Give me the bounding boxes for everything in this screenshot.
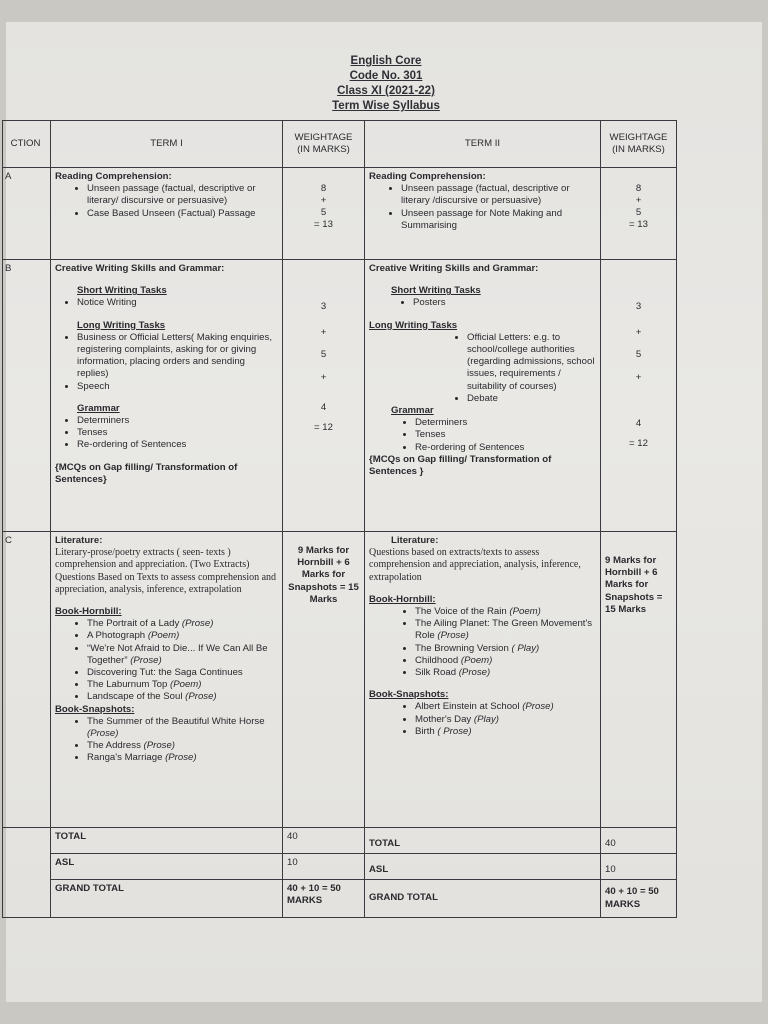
list-item: • Unseen passage (factual, descriptive or literary/ discursive or persuasive) — [87, 183, 278, 207]
chapter-name: Landscape of the Soul — [87, 691, 183, 703]
mark-value: + — [635, 195, 642, 206]
chapter-name: The Address — [87, 740, 141, 752]
mark-value: = 13 — [629, 219, 648, 230]
chapter-name: Birth — [415, 725, 435, 737]
book-hornbill-heading: Book-Hornbill: — [55, 606, 122, 618]
chapter-name: The Ailing Planet: The Green Movement's Role — [415, 618, 593, 642]
total-label-term1: TOTAL — [51, 828, 283, 854]
list-item: • Posters — [413, 297, 596, 309]
chapter-item — [415, 606, 596, 618]
mark-value: 5 — [635, 207, 642, 218]
mark-value: 5 — [320, 349, 327, 361]
mark-value: = 12 — [629, 438, 648, 450]
chapter-type: (Prose) — [434, 630, 469, 642]
chapter-type: ( Prose) — [434, 725, 472, 737]
table-header-row — [3, 121, 677, 168]
list-item: • Business or Official Letters( Making enquiries, registering complaints, asking for or giving information, placing orders and sending replies) — [77, 332, 278, 381]
chapter-item — [87, 630, 278, 642]
asl-label-term2: ASL — [365, 854, 601, 880]
mark-value: 4 — [635, 417, 642, 429]
row-c-term1 — [51, 532, 283, 828]
total-value-term1: 40 — [283, 828, 365, 854]
literature-marks: 9 Marks for Hornbill + 6 Marks for Snapshots = 15 Marks — [605, 555, 663, 615]
literature-description: Questions Based on Texts to assess comprehension and appreciation, analysis, inference, extrapolation — [55, 571, 277, 595]
weightage2-header: WEIGHTAGE (IN MARKS) — [601, 121, 677, 168]
long-writing-heading: Long Writing Tasks — [369, 319, 458, 331]
chapter-name: The Voice of the Rain — [415, 606, 507, 618]
row-c-term2 — [365, 532, 601, 828]
chapter-name: Discovering Tut: the Saga Continues — [87, 667, 243, 679]
section-c-label: C — [3, 532, 51, 828]
syllabus-title: Term Wise Syllabus — [332, 100, 440, 112]
chapter-type: (Prose) — [182, 691, 217, 703]
creative-writing-title: Creative Writing Skills and Grammar: — [369, 263, 539, 274]
chapter-type: (Prose) — [456, 667, 491, 679]
list-item: • Debate — [467, 393, 596, 405]
mcq-note: {MCQs on Gap filling/ Transformation of Sentences} — [55, 461, 238, 485]
mark-value: = 12 — [314, 422, 333, 434]
row-b-term1 — [51, 260, 283, 532]
mark-value: 3 — [320, 301, 327, 312]
chapter-item — [87, 643, 278, 667]
chapter-item — [87, 716, 278, 740]
chapter-item — [87, 667, 278, 679]
asl-value-term2: 10 — [601, 854, 677, 880]
mark-value: + — [635, 371, 642, 383]
chapter-type: (Prose) — [127, 654, 162, 666]
literature-description: Literary-prose/poetry extracts ( seen- texts ) comprehension and appreciation. (Two Extracts) — [55, 547, 250, 571]
table-row — [3, 168, 677, 260]
chapter-type: (Prose) — [140, 740, 175, 752]
chapter-name: Albert Einstein at School — [415, 701, 520, 713]
chapter-name: The Summer of the Beautiful White Horse — [87, 715, 265, 727]
section-empty-cell — [3, 828, 51, 918]
mark-value: 4 — [320, 401, 327, 413]
chapter-item — [87, 691, 278, 703]
chapter-item — [415, 655, 596, 667]
row-b-weightage1 — [283, 260, 365, 532]
list-item: • Re-ordering of Sentences — [77, 439, 278, 451]
chapter-name: A Photograph — [87, 630, 146, 642]
document-heading — [306, 54, 466, 114]
literature-title: Literature: — [55, 535, 103, 546]
mark-value: 3 — [635, 301, 642, 312]
mark-value: 5 — [320, 207, 327, 218]
short-writing-heading: Short Writing Tasks — [391, 285, 481, 297]
chapter-type: (Prose) — [179, 618, 214, 630]
list-item: • Determiners — [77, 415, 278, 427]
mcq-note: {MCQs on Gap filling/ Transformation of Sentences } — [369, 453, 552, 478]
chapter-item — [87, 618, 278, 630]
chapter-name: Mother's Day — [415, 713, 472, 725]
chapter-type: (Poem) — [167, 679, 202, 691]
list-item: • Case Based Unseen (Factual) Passage — [87, 208, 278, 220]
row-b-term2 — [365, 260, 601, 532]
row-c-weightage1 — [283, 532, 365, 828]
chapter-type: (Prose) — [162, 752, 197, 764]
literature-description: Questions based on extracts/texts to assess comprehension and appreciation, analysis, inference, extrapolation — [369, 547, 581, 583]
subject-title: English Core — [350, 55, 422, 67]
section-b-label: B — [3, 260, 51, 532]
reading-comprehension-title: Reading Comprehension: — [369, 171, 486, 182]
grammar-heading: Grammar — [391, 405, 434, 417]
chapter-item — [415, 643, 596, 655]
table-row — [3, 532, 677, 828]
table-row — [3, 854, 677, 880]
chapter-item — [87, 740, 278, 752]
row-a-term2 — [365, 168, 601, 260]
chapter-name: The Browning Version — [415, 642, 509, 654]
chapter-item — [415, 726, 596, 738]
grand-total-value-term1: 40 + 10 = 50 MARKS — [283, 880, 365, 918]
weightage1-header: WEIGHTAGE (IN MARKS) — [283, 121, 365, 168]
chapter-item — [87, 679, 278, 691]
chapter-name: Ranga's Marriage — [87, 752, 163, 764]
reading-comprehension-title: Reading Comprehension: — [55, 171, 172, 182]
total-label-term2: TOTAL — [365, 828, 601, 854]
row-a-term1 — [51, 168, 283, 260]
chapter-item — [415, 667, 596, 679]
subject-code: Code No. 301 — [349, 70, 423, 82]
chapter-item — [415, 701, 596, 713]
chapter-item — [415, 618, 596, 642]
mark-value: 8 — [635, 183, 642, 194]
chapter-type: (Poem) — [506, 606, 541, 618]
total-value-term2: 40 — [601, 828, 677, 854]
grand-total-label-term1: GRAND TOTAL — [51, 880, 283, 918]
row-c-weightage2 — [601, 532, 677, 828]
creative-writing-title: Creative Writing Skills and Grammar: — [55, 263, 225, 274]
table-row — [3, 880, 677, 918]
table-row — [3, 260, 677, 532]
chapter-type: (Poem) — [458, 654, 493, 666]
chapter-type: (Poem) — [145, 630, 180, 642]
list-item: • Re-ordering of Sentences — [415, 442, 596, 454]
chapter-type: (Prose) — [519, 701, 554, 713]
chapter-name: The Portrait of a Lady — [87, 618, 180, 630]
row-a-weightage1 — [283, 168, 365, 260]
list-item: • Unseen passage for Note Making and Summarising — [401, 208, 596, 232]
mark-value: + — [635, 327, 642, 339]
chapter-name: “We're Not Afraid to Die... If We Can All Be Together” — [87, 642, 268, 666]
table-row — [3, 828, 677, 854]
list-item: • Tenses — [415, 429, 596, 441]
mark-value: 8 — [320, 183, 327, 194]
chapter-type: ( Play) — [508, 642, 540, 654]
grand-total-label-term2: GRAND TOTAL — [365, 880, 601, 918]
book-snapshots-heading: Book-Snapshots: — [369, 689, 449, 701]
chapter-type: (Play) — [471, 713, 499, 725]
chapter-type: (Prose) — [87, 728, 119, 740]
mark-value: + — [320, 327, 327, 339]
list-item: • Speech — [77, 381, 278, 393]
chapter-name: Childhood — [415, 654, 459, 666]
grammar-heading: Grammar — [77, 402, 120, 414]
chapter-name: The Laburnum Top — [87, 679, 168, 691]
mark-value: + — [320, 371, 327, 383]
mark-value: = 13 — [314, 219, 333, 230]
asl-label-term1: ASL — [51, 854, 283, 880]
chapter-item — [415, 714, 596, 726]
list-item: • Tenses — [77, 427, 278, 439]
grand-total-value-term2: 40 + 10 = 50 MARKS — [601, 880, 677, 918]
list-item: • Notice Writing — [77, 297, 278, 309]
class-label: Class XI (2021-22) — [337, 85, 435, 97]
literature-title: Literature: — [391, 535, 439, 546]
section-a-label: A — [3, 168, 51, 260]
term1-header: TERM I — [51, 121, 283, 168]
chapter-item — [87, 752, 278, 764]
book-snapshots-heading: Book-Snapshots: — [55, 703, 135, 715]
term2-header: TERM II — [365, 121, 601, 168]
mark-value: 5 — [635, 349, 642, 361]
literature-marks: 9 Marks for Hornbill + 6 Marks for Snapshots = 15 Marks — [288, 545, 359, 605]
row-a-weightage2 — [601, 168, 677, 260]
section-header: CTION — [3, 121, 51, 168]
list-item: • Unseen passage (factual, descriptive or literary /discursive or persuasive) — [401, 183, 596, 207]
short-writing-heading: Short Writing Tasks — [77, 285, 167, 297]
mark-value: + — [320, 195, 327, 206]
list-item: • Determiners — [415, 417, 596, 429]
row-b-weightage2 — [601, 260, 677, 532]
long-writing-heading: Long Writing Tasks — [77, 319, 166, 331]
list-item: • Official Letters: e.g. to school/college authorities (regarding admissions, school issues, requirements / suitability of courses) — [467, 332, 596, 393]
syllabus-sheet — [6, 22, 762, 1002]
asl-value-term1: 10 — [283, 854, 365, 880]
book-hornbill-heading: Book-Hornbill: — [369, 593, 436, 605]
chapter-name: Silk Road — [415, 667, 457, 679]
syllabus-table — [2, 120, 677, 918]
